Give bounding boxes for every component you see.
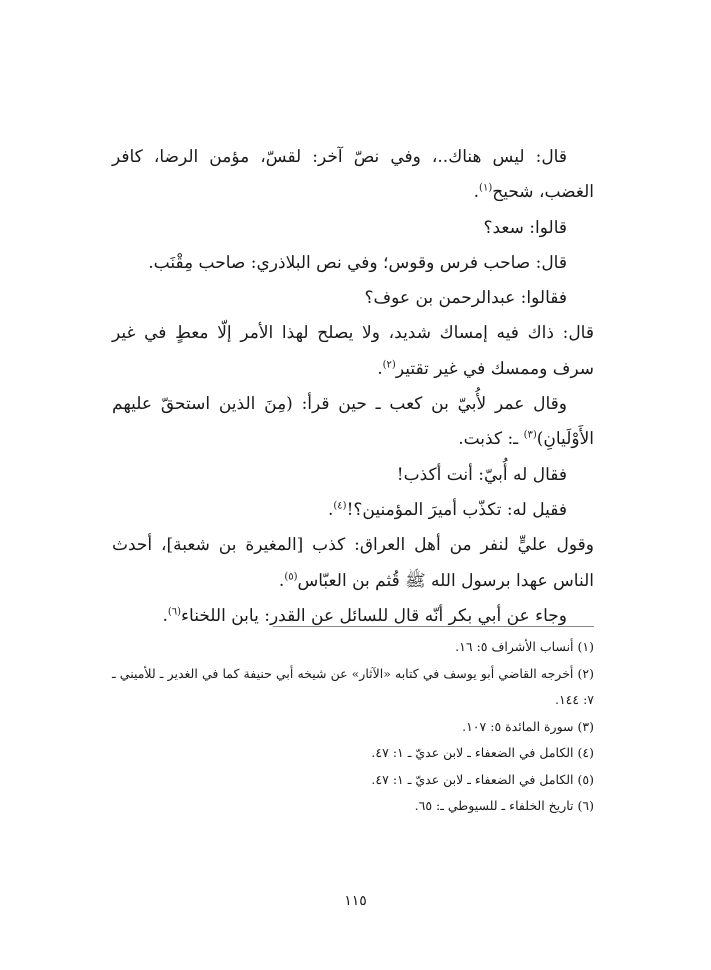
paragraph-text: قال: ذاك فيه إمساك شديد، ولا يصلح لهذا الأمر إلّا معطٍ في غير سرف وممسك في غير تقتير bbox=[112, 323, 594, 379]
footnote-4: (٤) الكامل في الضعفاء ـ لابن عديّ ـ ١: ٤٧. bbox=[371, 745, 594, 760]
footnote-ref-4: (٤) bbox=[333, 500, 347, 512]
footnote-ref-5: (٥) bbox=[284, 570, 298, 582]
paragraph-4 bbox=[112, 281, 594, 316]
paragraph-5 bbox=[112, 316, 594, 387]
page-number: ١١٥ bbox=[344, 893, 367, 909]
footnote-ref-6: (٦) bbox=[167, 606, 182, 618]
main-text bbox=[112, 140, 594, 634]
paragraph-text: قال: ليس هناك..، وفي نصّ آخر: لقسّ، مؤمن الرضا، كافر الغضب، شحيح bbox=[112, 147, 594, 203]
paragraph-7 bbox=[112, 458, 594, 493]
footnote-ref-1: (١) bbox=[479, 182, 493, 194]
paragraph-9 bbox=[112, 528, 594, 599]
footnote-ref-2: (٢) bbox=[382, 359, 396, 371]
footnote-6: (٦) تاريخ الخلفاء ـ للسيوطي ـ: ٦٥. bbox=[414, 798, 594, 813]
paragraph-tail: . bbox=[327, 499, 334, 520]
paragraph-text: فقيل له: تكذّب أميرَ المؤمنين؟! bbox=[346, 499, 567, 520]
footnote-1: (١) أنساب الأشراف ٥: ١٦. bbox=[455, 639, 594, 654]
paragraph-2 bbox=[112, 211, 594, 246]
paragraph-6 bbox=[112, 387, 594, 458]
paragraph-1 bbox=[112, 140, 594, 211]
paragraph-text: وجاء عن أبي بكر أنّه قال للسائل عن القدر: يابن اللخناء bbox=[181, 605, 567, 626]
paragraph-tail: . bbox=[473, 182, 480, 203]
footnote-3: (٣) سورة المائدة ٥: ١٠٧. bbox=[462, 718, 594, 734]
paragraph-text: وقال عمر لأُبيّ بن كعب ـ حين قرأ: (مِنَ الذين استحقّ عليهم الأَوْلَيانِ) bbox=[112, 394, 594, 450]
paragraph-tail: ـ: كذبت. bbox=[458, 429, 524, 450]
paragraph-tail: . bbox=[377, 358, 383, 379]
paragraph-text: قال: صاحب فرس وقوس؛ وفي نص البلاذري: صاحب مِقْنَب. bbox=[148, 252, 567, 273]
footnotes bbox=[112, 634, 594, 820]
footnote-ref-3: (٣) bbox=[523, 429, 537, 441]
paragraph-10 bbox=[112, 599, 594, 634]
paragraph-3 bbox=[112, 246, 594, 281]
footnote-2: (٢) أخرجه القاضي أبو يوسف في كتابه «الآثار» عن شيخه أبي حنيفة كما في الغدير ـ للأميني ـ ٧: ١٤٤. bbox=[112, 665, 594, 707]
paragraph-tail: . bbox=[162, 605, 168, 626]
paragraph-text: قالوا: سعد؟ bbox=[483, 217, 567, 238]
paragraph-tail: . bbox=[278, 570, 285, 591]
paragraph-text: وقول عليٍّ لنفر من أهل العراق: كذب [المغيرة بن شعبة]، أحدث الناس عهدا برسول الله ﷺ قُثم بن العبّاس bbox=[112, 535, 594, 591]
paragraph-text: فقالوا: عبدالرحمن بن عوف؟ bbox=[364, 288, 567, 309]
paragraph-text: فقال له أُبيّ: أنت أكذب! bbox=[396, 464, 567, 485]
paragraph-8 bbox=[112, 493, 594, 528]
footnote-divider bbox=[273, 626, 594, 627]
footnote-5: (٥) الكامل في الضعفاء ـ لابن عديّ ـ ١: ٤٧. bbox=[371, 771, 594, 787]
